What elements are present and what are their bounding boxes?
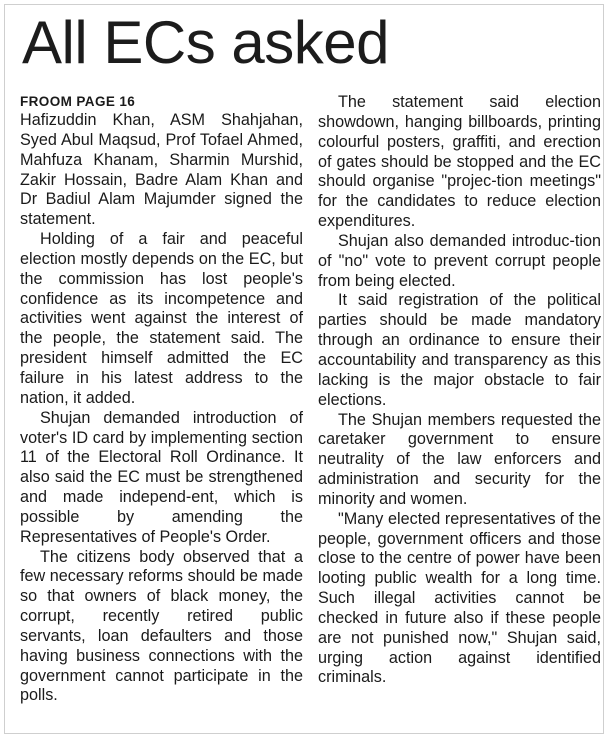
paragraph-public-wealth: "Many elected representatives of the people, government officers and those close to the centre of power have been looting public wealth for a long time. Such illegal activities cannot be checked in future also if these people are not punished now," Shujan said, urging action against identified criminals. <box>318 509 601 687</box>
paragraph-voter-id: Shujan demanded introduction of voter's ID card by implementing section 11 of the Electoral Roll Ordinance. It also said the EC must be strengthened and made independ-ent, which is possible by amending the Representatives of People's Order. <box>20 408 303 546</box>
paragraph-reforms: The citizens body observed that a few necessary reforms should be made so that owners of black money, the corrupt, recently retired public servants, loan defaulters and those having business connections with the government cannot participate in the polls. <box>20 547 303 705</box>
paragraph-neutrality: The Shujan members requested the caretaker government to ensure neutrality of the law enforcers and administration and security for the minority and women. <box>318 410 601 508</box>
paragraph-ec-confidence: Holding of a fair and peaceful election mostly depends on the EC, but the commission has lost people's confidence as its incompetence and activities went against the interest of the people, the statement said. The president himself admitted the EC failure in his latest address to the nation, it added. <box>20 230 303 407</box>
paragraph-no-vote: Shujan also demanded introduc-tion of "no" vote to prevent corrupt people from being elected. <box>318 231 601 290</box>
paragraph-party-registration: It said registration of the political parties should be made mandatory through an ordinance to ensure their accountability and transparency as this lacking is the major obstacle to fair elections. <box>318 291 601 409</box>
right-column <box>318 93 601 688</box>
headline: All ECs asked <box>22 9 389 76</box>
continuation-label: FROOM PAGE 16 <box>20 94 136 109</box>
paragraph-election-showdown: The statement said election showdown, hanging billboards, printing colourful posters, graffiti, and erection of gates should be stopped and the EC should organise "projec-tion meetings" for the candidates to reduce election expenditures. <box>318 93 601 231</box>
paragraph-signatories: Hafizuddin Khan, ASM Shahjahan, Syed Abul Maqsud, Prof Tofael Ahmed, Mahfuza Khanam, Sharmin Murshid, Zakir Hossain, Badre Alam Khan and Dr Badiul Alam Majumder signed the statement. <box>20 111 303 229</box>
left-column <box>20 92 303 706</box>
